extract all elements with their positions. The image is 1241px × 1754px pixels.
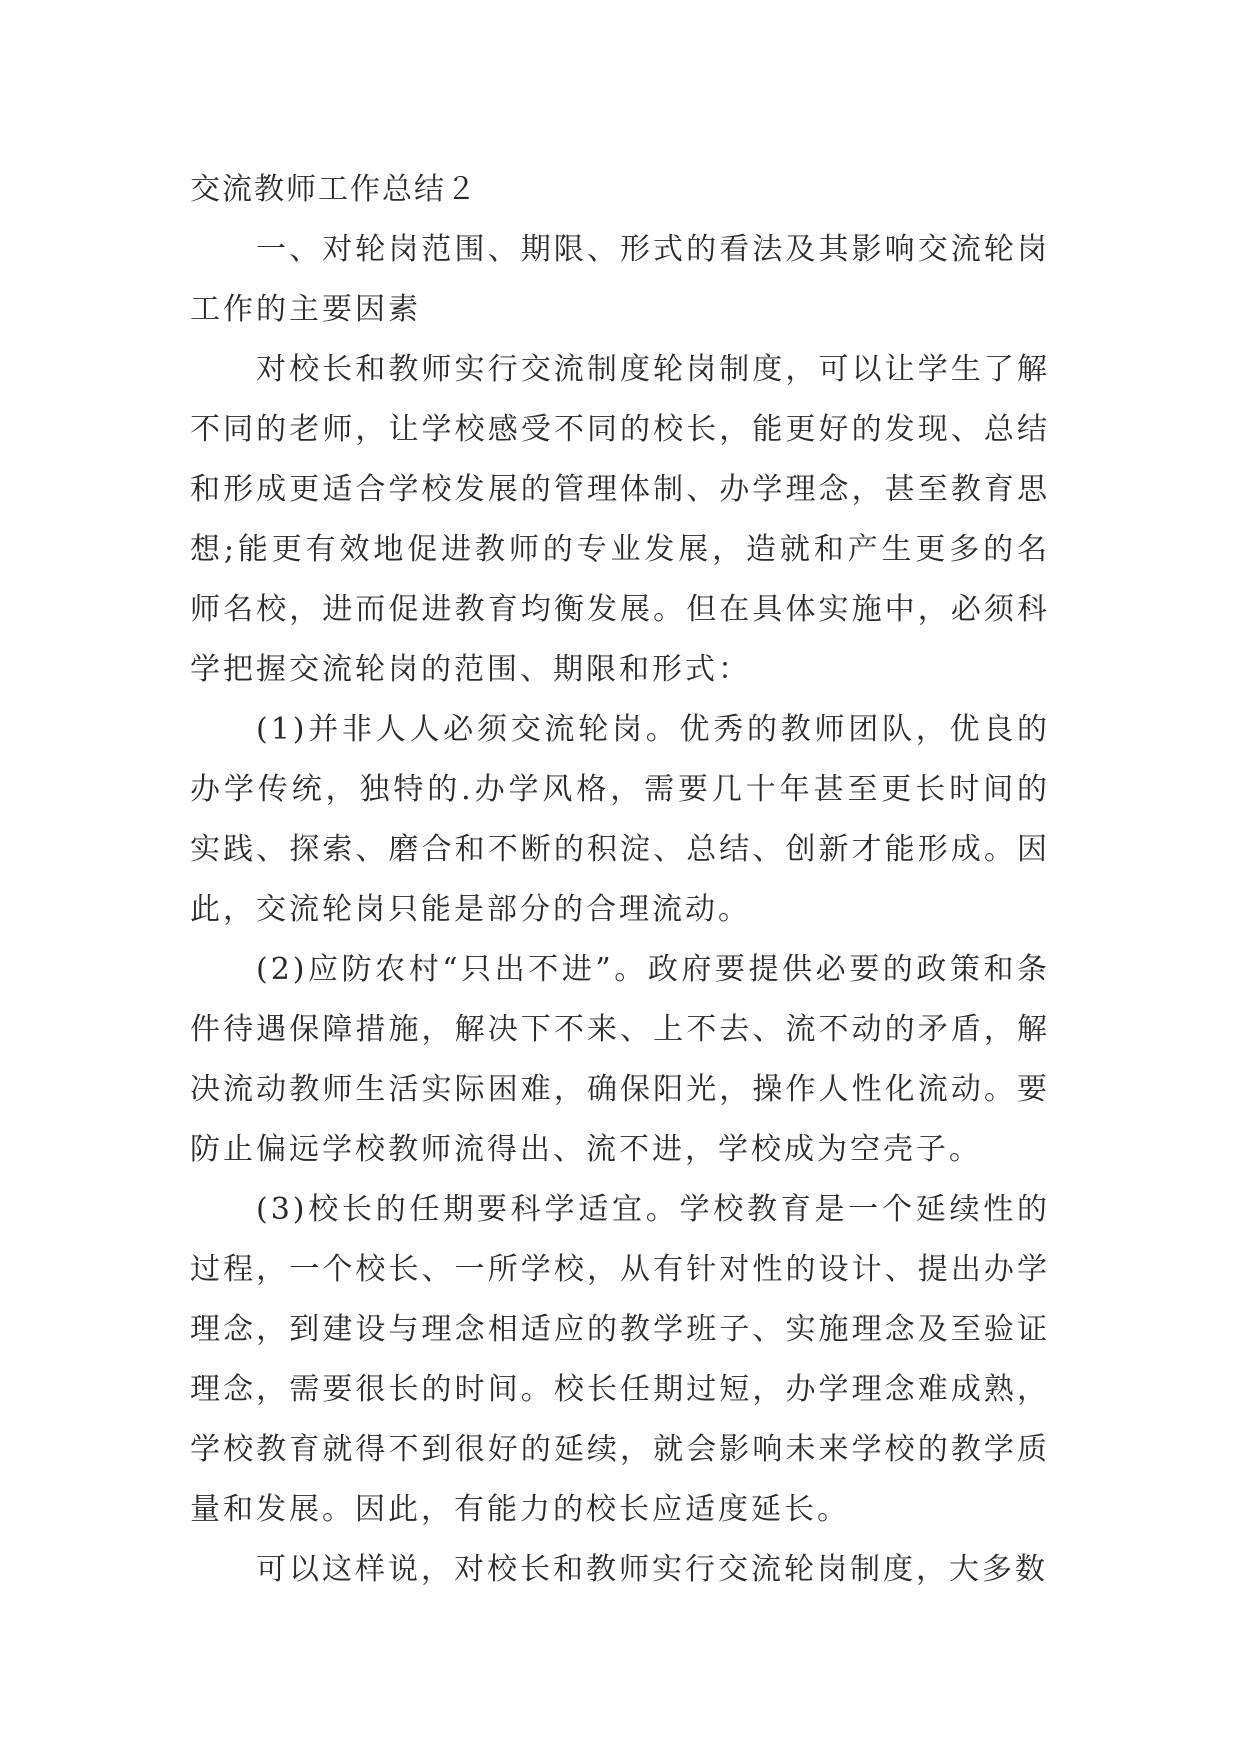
paragraph-intro: 对校长和教师实行交流制度轮岗制度，可以让学生了解不同的老师，让学校感受不同的校长，能更好的发现、总结和形成更适合学校发展的管理体制、办学理念，甚至教育思想;能更有效地促进教师的专业发展，造就和产生更多的名师名校，进而促进教育均衡发展。但在具体实施中，必须科学把握交流轮岗的范围、期限和形式：	[190, 352, 1050, 687]
document-body	[190, 160, 1050, 1600]
paragraph-point-1: (1)并非人人必须交流轮岗。优秀的教师团队，优良的办学传统，独特的.办学风格，需要几十年甚至更长时间的实践、探索、磨合和不断的积淀、总结、创新才能形成。因此，交流轮岗只能是部分的合理流动。	[190, 712, 1050, 927]
paragraph-point-2: (2)应防农村“只出不进”。政府要提供必要的政策和条件待遇保障措施，解决下不来、上不去、流不动的矛盾，解决流动教师生活实际困难，确保阳光，操作人性化流动。要防止偏远学校教师流得出、流不进，学校成为空壳子。	[190, 952, 1050, 1167]
section-heading: 一、对轮岗范围、期限、形式的看法及其影响交流轮岗工作的主要因素	[190, 232, 1050, 327]
document-title: 交流教师工作总结２	[190, 172, 478, 207]
paragraph-conclusion: 可以这样说，对校长和教师实行交流轮岗制度，大多数	[256, 1552, 1048, 1587]
paragraph-point-3: (3)校长的任期要科学适宜。学校教育是一个延续性的过程，一个校长、一所学校，从有针对性的设计、提出办学理念，到建设与理念相适应的教学班子、实施理念及至验证理念，需要很长的时间。校长任期过短，办学理念难成熟，学校教育就得不到很好的延续，就会影响未来学校的教学质量和发展。因此，有能力的校长应适度延长。	[190, 1192, 1050, 1527]
